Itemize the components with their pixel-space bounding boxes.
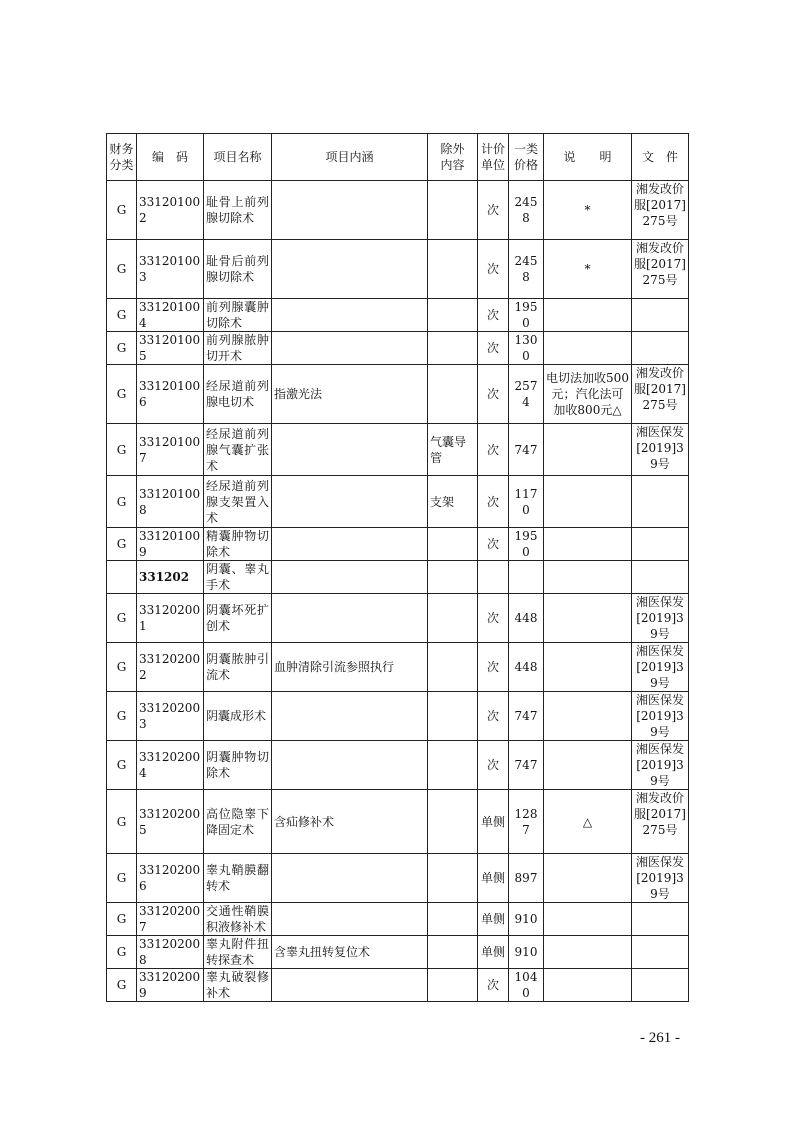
table-row xyxy=(107,365,689,424)
table-row xyxy=(107,332,689,365)
cell-unit: 次 xyxy=(478,181,509,240)
table-row xyxy=(107,903,689,936)
cell-code: 331201003 xyxy=(137,240,204,299)
cell-excluded xyxy=(428,741,478,790)
cell-excluded xyxy=(428,903,478,936)
cell-price: 2458 xyxy=(509,181,544,240)
cell-excluded xyxy=(428,181,478,240)
cell-unit: 次 xyxy=(478,365,509,424)
cell-notes xyxy=(544,424,632,476)
cell-document xyxy=(632,299,689,332)
cell-category: G xyxy=(107,969,137,1002)
table-row xyxy=(107,424,689,476)
cell-unit: 次 xyxy=(478,528,509,561)
cell-price: 448 xyxy=(509,594,544,643)
cell-category: G xyxy=(107,332,137,365)
cell-category: G xyxy=(107,365,137,424)
cell-code: 331201005 xyxy=(137,332,204,365)
table-row xyxy=(107,299,689,332)
cell-notes xyxy=(544,332,632,365)
cell-name: 前列腺脓肿切开术 xyxy=(204,332,272,365)
cell-excluded xyxy=(428,790,478,854)
cell-excluded xyxy=(428,299,478,332)
cell-code: 331202002 xyxy=(137,643,204,692)
cell-unit: 次 xyxy=(478,741,509,790)
cell-notes: 电切法加收500元；汽化法可加收800元△ xyxy=(544,365,632,424)
cell-code: 331202007 xyxy=(137,903,204,936)
cell-unit: 次 xyxy=(478,594,509,643)
cell-document: 湘发改价服[2017]275号 xyxy=(632,240,689,299)
cell-name: 阴囊、睾丸手术 xyxy=(204,561,272,594)
cell-notes xyxy=(544,903,632,936)
cell-content xyxy=(272,854,428,903)
header-code: 编 码 xyxy=(137,134,204,181)
cell-unit: 次 xyxy=(478,299,509,332)
cell-content xyxy=(272,240,428,299)
cell-price xyxy=(509,561,544,594)
header-notes: 说 明 xyxy=(544,134,632,181)
table-row xyxy=(107,594,689,643)
cell-notes: * xyxy=(544,240,632,299)
table-row xyxy=(107,692,689,741)
cell-unit: 次 xyxy=(478,643,509,692)
cell-excluded xyxy=(428,240,478,299)
cell-document: 湘发改价服[2017]275号 xyxy=(632,790,689,854)
page-number: - 261 - xyxy=(640,1030,680,1046)
header-document: 文 件 xyxy=(632,134,689,181)
header-category: 财务 分类 xyxy=(107,134,137,181)
cell-excluded xyxy=(428,561,478,594)
cell-document: 湘医保发[2019]39号 xyxy=(632,643,689,692)
table-row xyxy=(107,240,689,299)
cell-price: 747 xyxy=(509,692,544,741)
cell-content xyxy=(272,476,428,528)
cell-notes xyxy=(544,561,632,594)
cell-content xyxy=(272,969,428,1002)
cell-code: 331202003 xyxy=(137,692,204,741)
cell-price: 1040 xyxy=(509,969,544,1002)
cell-unit: 次 xyxy=(478,476,509,528)
cell-excluded xyxy=(428,528,478,561)
cell-code: 331201008 xyxy=(137,476,204,528)
cell-document xyxy=(632,903,689,936)
cell-category: G xyxy=(107,854,137,903)
cell-name: 睾丸破裂修补术 xyxy=(204,969,272,1002)
cell-unit: 次 xyxy=(478,692,509,741)
cell-code: 331201009 xyxy=(137,528,204,561)
cell-document: 湘医保发[2019]39号 xyxy=(632,741,689,790)
cell-code: 331202004 xyxy=(137,741,204,790)
cell-content xyxy=(272,424,428,476)
cell-content xyxy=(272,332,428,365)
cell-code: 331201002 xyxy=(137,181,204,240)
cell-content xyxy=(272,528,428,561)
cell-document: 湘发改价服[2017]275号 xyxy=(632,365,689,424)
cell-code: 331201004 xyxy=(137,299,204,332)
cell-name: 阴囊成形术 xyxy=(204,692,272,741)
cell-name: 前列腺囊肿切除术 xyxy=(204,299,272,332)
cell-code: 331202009 xyxy=(137,969,204,1002)
cell-category: G xyxy=(107,903,137,936)
cell-content xyxy=(272,594,428,643)
cell-category: G xyxy=(107,741,137,790)
table-row xyxy=(107,643,689,692)
cell-price: 2458 xyxy=(509,240,544,299)
cell-price: 910 xyxy=(509,903,544,936)
cell-excluded xyxy=(428,969,478,1002)
cell-content xyxy=(272,741,428,790)
cell-name: 睾丸附件扭转探查术 xyxy=(204,936,272,969)
cell-content xyxy=(272,181,428,240)
cell-name: 睾丸鞘膜翻转术 xyxy=(204,854,272,903)
cell-document xyxy=(632,969,689,1002)
cell-notes xyxy=(544,936,632,969)
cell-unit xyxy=(478,561,509,594)
section-row xyxy=(107,561,689,594)
cell-notes xyxy=(544,594,632,643)
cell-category xyxy=(107,561,137,594)
cell-category: G xyxy=(107,181,137,240)
table-row xyxy=(107,969,689,1002)
cell-category: G xyxy=(107,790,137,854)
cell-unit: 单侧 xyxy=(478,854,509,903)
cell-notes xyxy=(544,854,632,903)
table-row xyxy=(107,790,689,854)
cell-name: 经尿道前列腺支架置入术 xyxy=(204,476,272,528)
table-row xyxy=(107,741,689,790)
cell-name: 交通性鞘膜积液修补术 xyxy=(204,903,272,936)
cell-unit: 单侧 xyxy=(478,903,509,936)
cell-unit: 次 xyxy=(478,332,509,365)
cell-unit: 次 xyxy=(478,424,509,476)
cell-name: 高位隐睾下降固定术 xyxy=(204,790,272,854)
cell-document xyxy=(632,561,689,594)
cell-unit: 次 xyxy=(478,240,509,299)
cell-notes: * xyxy=(544,181,632,240)
cell-name: 阴囊坏死扩创术 xyxy=(204,594,272,643)
cell-content: 指激光法 xyxy=(272,365,428,424)
cell-document: 湘医保发[2019]39号 xyxy=(632,854,689,903)
cell-notes xyxy=(544,969,632,1002)
header-excluded: 除外 内容 xyxy=(428,134,478,181)
table-row xyxy=(107,854,689,903)
cell-document xyxy=(632,528,689,561)
cell-excluded xyxy=(428,643,478,692)
cell-name: 耻骨后前列腺切除术 xyxy=(204,240,272,299)
cell-document xyxy=(632,936,689,969)
table-body xyxy=(107,181,689,1002)
cell-unit: 单侧 xyxy=(478,936,509,969)
cell-code: 331202008 xyxy=(137,936,204,969)
cell-excluded: 气囊导管 xyxy=(428,424,478,476)
cell-price: 1300 xyxy=(509,332,544,365)
cell-excluded xyxy=(428,594,478,643)
cell-price: 2574 xyxy=(509,365,544,424)
cell-category: G xyxy=(107,594,137,643)
cell-notes xyxy=(544,528,632,561)
cell-notes xyxy=(544,741,632,790)
cell-excluded xyxy=(428,854,478,903)
cell-name: 经尿道前列腺气囊扩张术 xyxy=(204,424,272,476)
cell-notes: △ xyxy=(544,790,632,854)
cell-category: G xyxy=(107,299,137,332)
cell-price: 910 xyxy=(509,936,544,969)
table-row xyxy=(107,936,689,969)
cell-category: G xyxy=(107,643,137,692)
cell-name: 经尿道前列腺电切术 xyxy=(204,365,272,424)
cell-code: 331202005 xyxy=(137,790,204,854)
cell-code: 331201006 xyxy=(137,365,204,424)
header-content: 项目内涵 xyxy=(272,134,428,181)
fee-table xyxy=(106,133,689,1002)
cell-code: 331201007 xyxy=(137,424,204,476)
cell-name: 耻骨上前列腺切除术 xyxy=(204,181,272,240)
cell-content xyxy=(272,692,428,741)
header-unit: 计价 单位 xyxy=(478,134,509,181)
cell-excluded xyxy=(428,692,478,741)
cell-notes xyxy=(544,643,632,692)
header-name: 项目名称 xyxy=(204,134,272,181)
cell-content: 含睾丸扭转复位术 xyxy=(272,936,428,969)
cell-price: 1950 xyxy=(509,299,544,332)
cell-excluded xyxy=(428,332,478,365)
cell-category: G xyxy=(107,424,137,476)
cell-name: 阴囊脓肿引流术 xyxy=(204,643,272,692)
cell-price: 1170 xyxy=(509,476,544,528)
cell-price: 1287 xyxy=(509,790,544,854)
cell-document xyxy=(632,332,689,365)
cell-name: 精囊肿物切除术 xyxy=(204,528,272,561)
cell-document: 湘医保发[2019]39号 xyxy=(632,692,689,741)
cell-document: 湘医保发[2019]39号 xyxy=(632,424,689,476)
cell-category: G xyxy=(107,936,137,969)
cell-unit: 单侧 xyxy=(478,790,509,854)
cell-price: 747 xyxy=(509,424,544,476)
cell-excluded: 支架 xyxy=(428,476,478,528)
cell-price: 1950 xyxy=(509,528,544,561)
cell-document xyxy=(632,476,689,528)
cell-notes xyxy=(544,299,632,332)
cell-notes xyxy=(544,692,632,741)
cell-price: 448 xyxy=(509,643,544,692)
cell-code: 331202 xyxy=(137,561,204,594)
cell-category: G xyxy=(107,240,137,299)
cell-content xyxy=(272,903,428,936)
cell-category: G xyxy=(107,528,137,561)
header-price: 一类 价格 xyxy=(509,134,544,181)
cell-category: G xyxy=(107,476,137,528)
table-row xyxy=(107,181,689,240)
cell-unit: 次 xyxy=(478,969,509,1002)
cell-name: 阴囊肿物切除术 xyxy=(204,741,272,790)
cell-excluded xyxy=(428,936,478,969)
cell-document: 湘医保发[2019]39号 xyxy=(632,594,689,643)
cell-excluded xyxy=(428,365,478,424)
cell-content: 含疝修补术 xyxy=(272,790,428,854)
table-header-row xyxy=(107,134,689,181)
cell-price: 747 xyxy=(509,741,544,790)
cell-content xyxy=(272,561,428,594)
table-row xyxy=(107,528,689,561)
cell-document: 湘发改价服[2017]275号 xyxy=(632,181,689,240)
cell-code: 331202006 xyxy=(137,854,204,903)
cell-code: 331202001 xyxy=(137,594,204,643)
cell-price: 897 xyxy=(509,854,544,903)
cell-notes xyxy=(544,476,632,528)
cell-category: G xyxy=(107,692,137,741)
table-row xyxy=(107,476,689,528)
cell-content: 血肿清除引流参照执行 xyxy=(272,643,428,692)
cell-content xyxy=(272,299,428,332)
